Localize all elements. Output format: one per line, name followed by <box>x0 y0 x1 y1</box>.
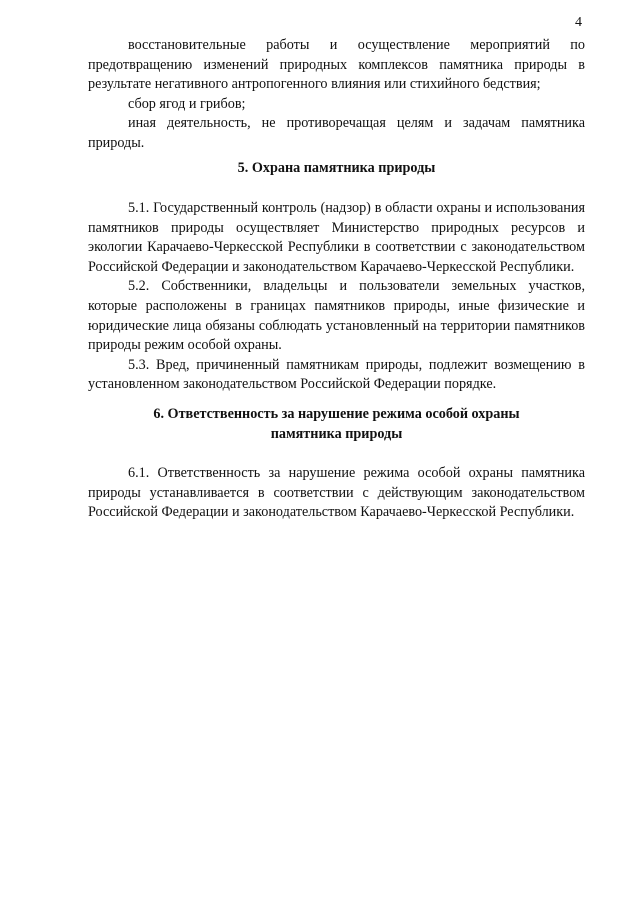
section-heading: 5. Охрана памятника природы <box>237 160 436 176</box>
paragraph: иная деятельность, не противоречащая целям и задачам памятника природы. <box>88 115 585 151</box>
section-6-heading-block <box>88 405 585 444</box>
paragraph: сбор ягод и грибов; <box>128 95 246 112</box>
section-5-body <box>88 199 585 395</box>
paragraph: 5.3. Вред, причиненный памятникам природы, подлежит возмещению в установленном законодательством Российской Федерации порядке. <box>88 356 585 393</box>
intro-block <box>88 36 585 154</box>
paragraph: 5.2. Собственники, владельцы и пользователи земельных участков, которые расположены в границах памятников природы, иные физические и юридические лица обязаны соблюдать установленный на территории памятников природы режим особой охраны. <box>88 278 585 354</box>
paragraph: восстановительные работы и осуществление мероприятий по предотвращению изменений природных комплексов памятника природы в результате негативного антропогенного влияния или стихийного бедствия; <box>88 37 585 93</box>
section-heading-line: 6. Ответственность за нарушение режима особой охраны <box>153 406 520 422</box>
section-5-heading-block <box>88 159 585 179</box>
page-number: 4 <box>575 15 582 30</box>
section-6-body <box>88 464 585 523</box>
section-heading-line: памятника природы <box>270 425 403 442</box>
paragraph: 5.1. Государственный контроль (надзор) в области охраны и использования памятников природы осуществляет Министерство природных ресурсов и экологии Карачаево-Черкесской Республики в соответствии с законодательством Российской Федерации и законодательством Карачаево-Черкесской Республики. <box>88 200 585 275</box>
paragraph: 6.1. Ответственность за нарушение режима особой охраны памятника природы устанавливается в соответствии с действующим законодательством Российской Федерации и законодательством Карачаево-Черкесской Республики. <box>88 465 585 521</box>
section-heading <box>88 405 585 444</box>
